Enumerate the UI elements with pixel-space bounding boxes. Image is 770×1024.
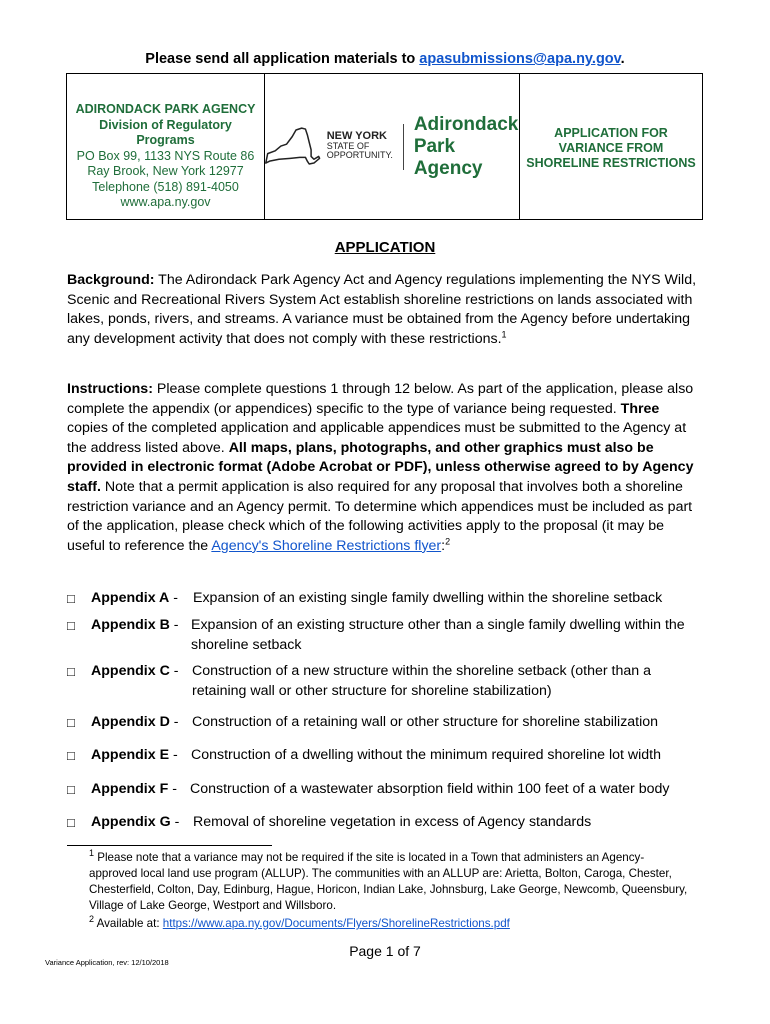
appendix-a-label: Appendix A - <box>91 590 178 606</box>
submission-suffix: . <box>620 51 625 67</box>
footnote-divider <box>67 845 272 846</box>
submission-instruction <box>0 51 770 67</box>
footnote-2-text: Available at: <box>94 917 163 930</box>
appendix-e-label: Appendix E - <box>91 747 178 763</box>
division-line2: Programs <box>136 133 195 147</box>
apa-logo-line2: Park Agency <box>413 135 483 179</box>
phone: Telephone (518) 891-4050 <box>92 179 239 194</box>
ny-logo-line2: STATE OF <box>326 140 370 151</box>
appendix-f-checkbox[interactable]: □ <box>67 782 75 797</box>
appendix-c-description: Construction of a new structure within the shoreline setback (other than a retaining wall or other structure for shoreline stabilization) <box>192 663 651 699</box>
footnote-1-number: 1 <box>89 848 95 859</box>
appendix-a-checkbox[interactable]: □ <box>67 591 75 606</box>
appendix-e-description: Construction of a dwelling without the minimum required shoreline lot width <box>191 747 661 763</box>
appendix-d-checkbox[interactable]: □ <box>67 715 75 730</box>
instructions-paragraph <box>67 380 703 556</box>
form-title-block <box>520 74 702 219</box>
appendix-f-description: Construction of a wastewater absorption field within 100 feet of a water body <box>190 781 670 797</box>
instructions-text2: copies of the completed application and applicable appendices must be submitted to the Agency at the address listed above. <box>67 420 687 456</box>
instructions-bold-text: All maps, plans, photographs, and other graphics must also be provided in electronic format (Adobe Acrobat or PDF), unless otherwise agreed to by Agency staff. <box>67 439 694 495</box>
page-number: Page 1 of 7 <box>349 943 421 959</box>
appendix-b-description: Expansion of an existing structure other than a single family dwelling within the shoreline setback <box>191 617 685 653</box>
apa-logo-text <box>414 114 522 180</box>
footnote-2-link[interactable]: https://www.apa.ny.gov/Documents/Flyers/ShorelineRestrictions.pdf <box>162 917 510 930</box>
form-title-line1: APPLICATION FOR <box>554 126 668 140</box>
footnote-1 <box>89 850 689 914</box>
header-table <box>66 73 703 220</box>
instructions-label: Instructions: <box>67 381 153 397</box>
instructions-three: Three <box>620 400 660 417</box>
form-title-line2: VARIANCE FROM <box>558 141 664 155</box>
address-line1: PO Box 99, 1133 NYS Route 86 <box>76 148 255 163</box>
appendix-d-description: Construction of a retaining wall or other structure for shoreline stabilization <box>192 714 659 730</box>
background-text: The Adirondack Park Agency Act and Agency regulations implementing the NYS Wild, Scenic and Recreational Rivers System Act establish shoreline restrictions on lands associated with lakes, ponds, rivers, and streams. A variance must be obtained from the Agency before undertaking any development activity that does not comply with these restrictions. <box>67 272 697 347</box>
appendix-d-label: Appendix D - <box>91 714 179 730</box>
shoreline-flyer-link[interactable]: Agency's Shoreline Restrictions flyer <box>211 537 442 554</box>
appendix-a-description: Expansion of an existing single family dwelling within the shoreline setback <box>193 590 663 606</box>
ny-logo-text <box>327 132 393 161</box>
new-york-state-map-icon <box>262 124 321 170</box>
instructions-text3: Note that a permit application is also required for any proposal that involves both a shoreline restriction variance and an Agency permit. To determine which appendices must be included as part of the application, please check which of the following activities apply to the proposal (it may be useful to reference the <box>67 478 693 554</box>
appendix-c-label: Appendix C - <box>91 663 179 679</box>
footnote-ref-1: 1 <box>501 329 507 340</box>
background-paragraph <box>67 271 703 349</box>
logo-divider <box>403 124 404 170</box>
appendix-g-label: Appendix G - <box>91 814 180 830</box>
agency-name: ADIRONDACK PARK AGENCY <box>75 102 256 116</box>
agency-logo <box>265 74 520 219</box>
footnote-2-number: 2 <box>89 914 95 925</box>
division-line1: Division of Regulatory <box>99 117 232 132</box>
footnote-2 <box>89 916 689 932</box>
appendix-g-description: Removal of shoreline vegetation in excess of Agency standards <box>193 814 592 830</box>
ny-logo-line1: NEW YORK <box>326 130 387 143</box>
appendix-g-checkbox[interactable]: □ <box>67 815 75 830</box>
apa-logo-line1: Adirondack <box>413 113 519 135</box>
instructions-text1: Please complete questions 1 through 12 below. As part of the application, please also complete the appendix (or appendices) specific to the type of variance being requested. <box>67 381 694 417</box>
address-line2: Ray Brook, New York 12977 <box>87 164 244 178</box>
background-label: Background: <box>67 272 155 288</box>
ny-logo-line3: OPPORTUNITY. <box>326 150 393 161</box>
footnote-ref-2: 2 <box>445 536 451 547</box>
appendix-f-label: Appendix F - <box>91 781 177 797</box>
page-title: APPLICATION <box>334 239 436 256</box>
form-title-line3: SHORELINE RESTRICTIONS <box>526 156 696 170</box>
submission-email-link[interactable]: apasubmissions@apa.ny.gov <box>419 51 621 67</box>
submission-prefix: Please send all application materials to <box>145 51 420 67</box>
appendix-c-checkbox[interactable]: □ <box>67 664 75 679</box>
revision-note: Variance Application, rev: 12/10/2018 <box>45 958 169 967</box>
appendix-b-checkbox[interactable]: □ <box>67 618 75 633</box>
appendix-e-checkbox[interactable]: □ <box>67 748 75 763</box>
footnote-1-text: Please note that a variance may not be required if the site is located in a Town that administers an Agency-approved local land use program (ALLUP). The communities with an ALLUP are: Arietta, Bolton, Caroga, Chester, Chesterfield, Colton, Day, Edinburg, Hague, Horicon, Indian Lake, Johnsburg, Lake George, Newcomb, Queensbury, Village of Lake George, Westport and Willsboro. <box>89 851 688 912</box>
instructions-text4: : <box>441 537 446 554</box>
agency-contact-block <box>67 74 265 219</box>
website: www.apa.ny.gov <box>120 195 211 209</box>
appendix-b-label: Appendix B - <box>91 617 179 633</box>
